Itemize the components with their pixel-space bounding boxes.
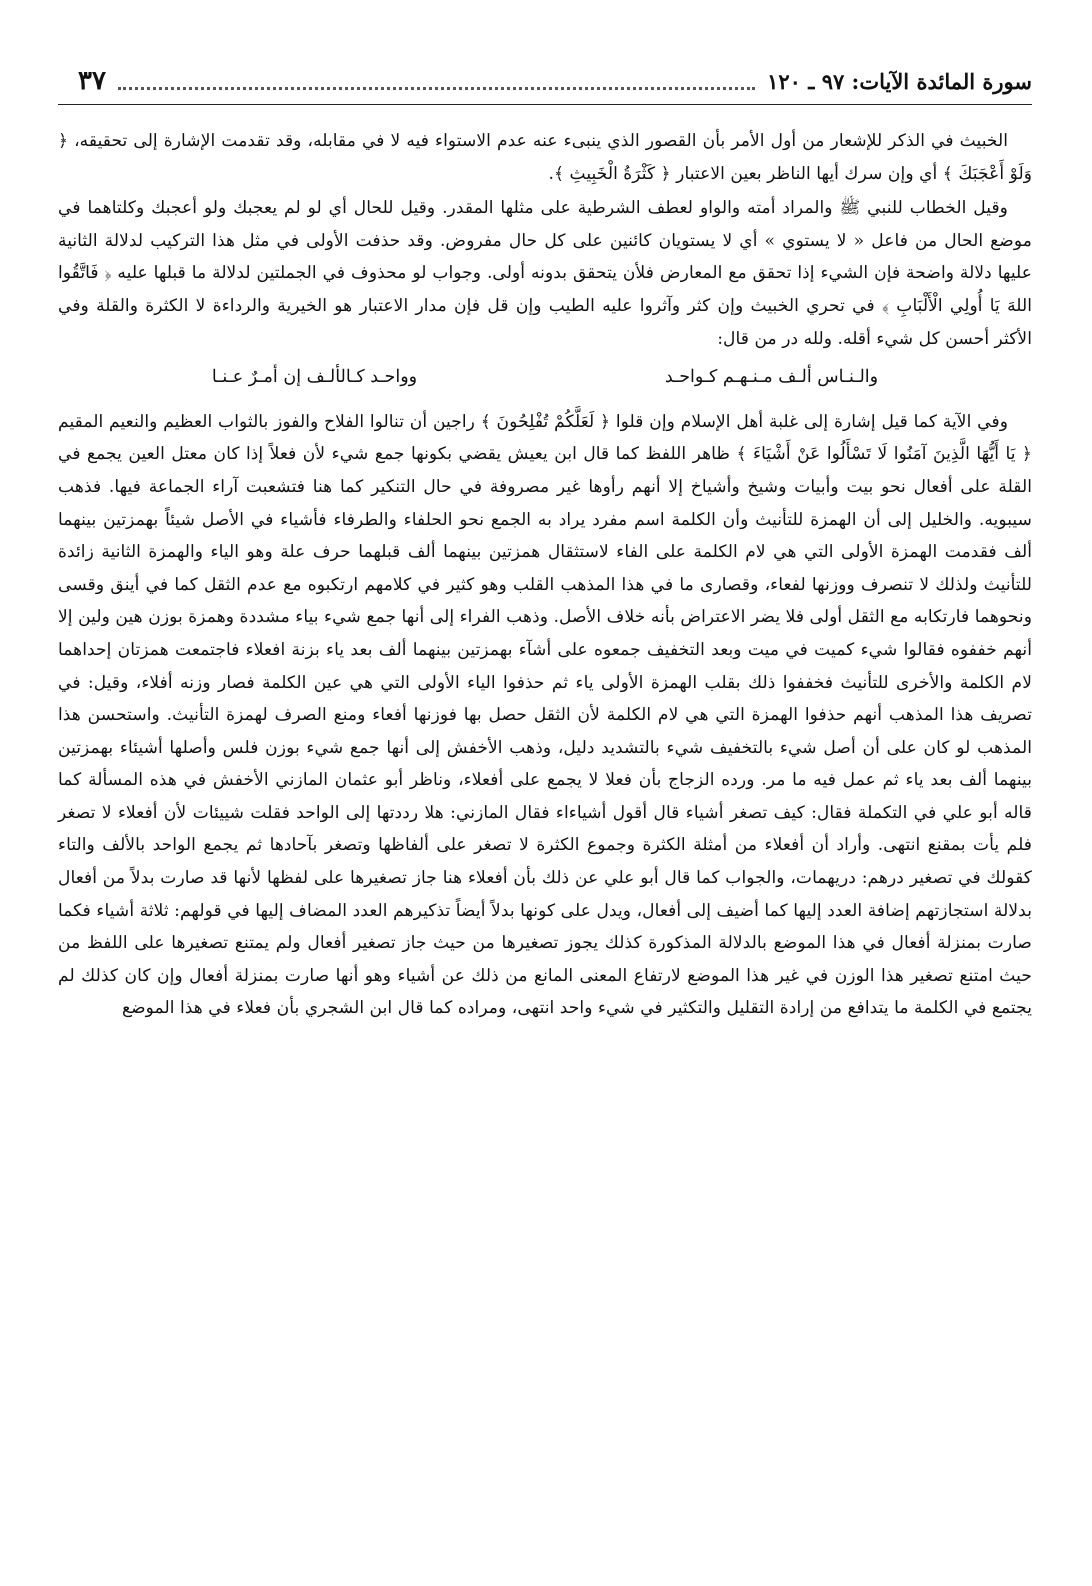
paragraph: وقيل الخطاب للنبي ﷺ والمراد أمته والواو لعطف الشرطية على مثلها المقدر. وقيل للحال أي لو لم يعجبك ولو أعجبك وكلتاهما في موضع الحال من فاعل « لا يستوي » أي لا يستويان كائنين على كل حال مفروض. وقد حذفت الأولى في مثل هذا التركيب لدلالة الثانية عليها دلالة واضحة فإن الشيء إذا تحقق مع المعارض فلأن يتحقق بدونه أولى. وجواب لو محذوف في الجملتين لدلالة ما قبلها عليه ﴿ فَاتَّقُوا اللهَ يَا أُولِي الْأَلْبَابِ ﴾ في تحري الخبيث وإن كثر وآثروا عليه الطيب وإن قل فإن مدار الاعتبار هو الخيرية والرداءة لا الكثرة والقلة وفي الأكثر أحسن كل شيء أقله. ولله در من قال: [58, 198, 1032, 349]
poetry-verse [88, 361, 1002, 394]
paragraph: الخبيث في الذكر للإشعار من أول الأمر بأن القصور الذي ينبىء عنه عدم الاستواء فيه لا في مقابله، وقد تقدمت الإشارة إلى تحقيقه، ﴿ وَلَوْ أَعْجَبَكَ ﴾ أي وإن سرك أيها الناظر بعين الاعتبار ﴿ كَثْرَةُ الْخَبِيثِ ﴾. [58, 131, 1032, 184]
paragraph: وفي الآية كما قيل إشارة إلى غلبة أهل الإسلام وإن قلوا ﴿ لَعَلَّكُمْ تُفْلِحُونَ ﴾ راجين أن تنالوا الفلاح والفوز بالثواب العظيم والنعيم المقيم ﴿ يَا أَيُّهَا الَّذِينَ آمَنُوا لَا تَسْأَلُوا عَنْ أَشْيَاءَ ﴾ ظاهر اللفظ كما قال ابن يعيش يقضي بكونها جمع شيء لأن فعلاً إذا كان معتل العين يجمع في القلة على أفعال نحو بيت وأبيات وشيخ وأشياخ إلا أنهم رأوها غير مصروفة في حال التنكير كما هنا فتشعبت آراء الجماعة فيها. فذهب سيبويه. والخليل إلى أن الهمزة للتأنيث وأن الكلمة اسم مفرد يراد به الجمع نحو الحلفاء والطرفاء فأشياء في الأصل شيئاً بهمزتين بينهما ألف فقدمت الهمزة الأولى التي هي لام الكلمة على الفاء لاستثقال همزتين بينهما ألف قبلهما حرف علة وهو الياء والهمزة الثانية زائدة للتأنيث ولذلك لا تنصرف ووزنها لفعاء، وقصارى ما في هذا المذهب القلب وهو كثير في كلامهم ارتكبوه مع عدم الثقل كما في أينق وقسى ونحوهما فارتكابه مع الثقل أولى فلا يضر الاعتراض بأنه خلاف الأصل. وذهب الفراء إلى أنها جمع شيء بياء مشددة وهمزة بوزن هين ولين إلا أنهم خففوه فقالوا شيء كميت في ميت وبعد التخفيف جمعوه على أشآء بهمزتين بينهما ألف بعد ياء بزنة افعلاء فاجتمعت همزتان إحداهما لام الكلمة والأخرى للتأنيث فخففوا ذلك بقلب الهمزة الأولى ياء ثم حذفوا الياء الأولى التي هي عين الكلمة فصار وزنه أفلاء، وقيل: في تصريف هذا المذهب أنهم حذفوا الهمزة التي هي لام الكلمة لأن الثقل حصل بها فوزنها أفعاء ومنع الصرف لهمزة التأنيث. واستحسن هذا المذهب لو كان على أن أصل شيء بالتخفيف شيء بالتشديد دليل، وذهب الأخفش إلى أنها جمع شيء بوزن فلس وأصلها أشيئاء بهمزتين بينهما ألف بعد ياء ثم عمل فيه ما مر. ورده الزجاج بأن فعلا لا يجمع على أفعلاء، وناظر أبو عثمان المازني الأخفش في هذه المسألة كما قاله أبو علي في التكملة فقال: كيف تصغر أشياء قال أقول أشياءاء فقال المازني: هلا رددتها إلى الواحد فقلت شييئات لأن أفعلاء لا تصغر فلم يأت بمقنع انتهى. وأراد أن أفعلاء من أمثلة الكثرة وجموع الكثرة لا تصغر على ألفاظها وتصغر بآحادها ثم يجمع الواحد بالألف والتاء كقولك في تصغير درهم: دريهمات، والجواب كما قال أبو علي عن ذلك بأن أفعلاء هنا جاز تصغيرها على لفظها لأنها قد صارت بدلاً من أفعال بدلالة استجازتهم إضافة العدد إليها كما أضيف إلى أفعال، ويدل على كونها بدلاً أيضاً تذكيرهم العدد المضاف إليها في قولهم: ثلاثة أشياء فكما صارت بمنزلة أفعال في هذا الموضع بالدلالة المذكورة كذلك يجوز تصغيرها من حيث جاز تصغير أفعال ولم يمتنع تصغيرها على اللفظ من حيث امتنع تصغير هذا الوزن في غير هذا الموضع لارتفاع المعنى المانع من ذلك عن أشياء وهو أنها صارت بمنزلة أفعال وإن كان كذلك لم يجتمع في الكلمة ما يتدافع من إرادة التقليل والتكثير في شيء واحد انتهى، ومراده كما قال ابن الشجري بأن فعلاء في هذا الموضع [58, 411, 1032, 1019]
verse-first-hemistich: والـنـاس ألـف مـنـهـم كـواحـد [664, 367, 879, 388]
page-body [58, 125, 1032, 1025]
dotted-leader [118, 73, 755, 90]
page-header [58, 58, 1032, 105]
verse-second-hemistich: وواحـد كـالألـف إن أمـرٌ عـنـا [211, 367, 418, 388]
page-number: ٣٧ [78, 66, 106, 96]
running-title: سورة المائدة الآيات: ٩٧ ـ ١٢٠ [767, 68, 1032, 94]
